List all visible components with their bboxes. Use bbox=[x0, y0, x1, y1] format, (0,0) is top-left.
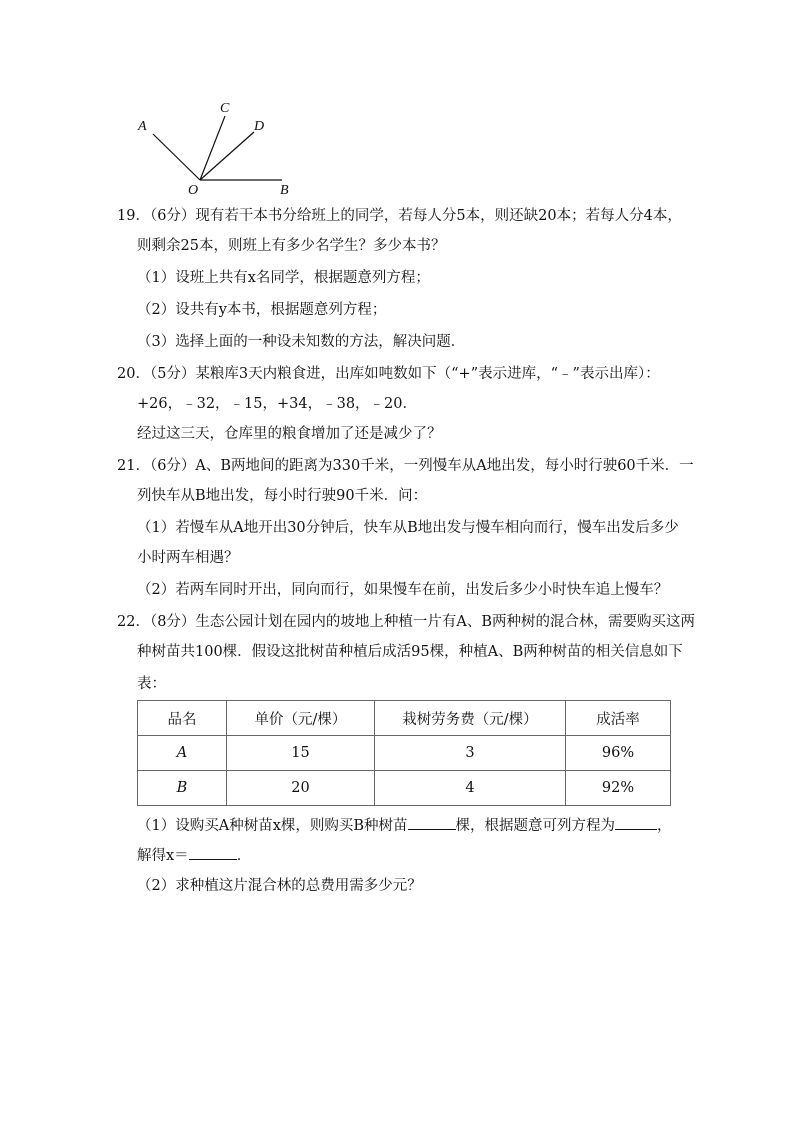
q22-part1-text-b: 棵，根据题意可列方程为 bbox=[455, 818, 616, 834]
label-a: A bbox=[138, 119, 147, 134]
q19-line2: 则剩余25本，则班上有多少名学生？多少本书？ bbox=[137, 238, 446, 254]
ray-od bbox=[200, 132, 254, 180]
angle-figure bbox=[130, 96, 310, 198]
table-cell: 4 bbox=[375, 771, 566, 806]
label-o: O bbox=[188, 183, 199, 198]
q22-part1 bbox=[137, 814, 672, 836]
q20-line2: +26，﹣32，﹣15，+34，﹣38，﹣20． bbox=[137, 396, 418, 412]
table-header-cell: 成活率 bbox=[566, 701, 671, 736]
answer-blank-x[interactable] bbox=[189, 844, 237, 860]
q19-part1: （1）设班上共有x名同学，根据题意列方程； bbox=[137, 270, 430, 286]
q21-line1: 21．（6分）A、B两地间的距离为330千米，一列慢车从A地出发，每小时行驶60千米．一 bbox=[117, 458, 694, 474]
table-row bbox=[138, 736, 671, 771]
q19-part3: （3）选择上面的一种设未知数的方法，解决问题． bbox=[137, 334, 466, 350]
q22-part2: （2）求种植这片混合林的总费用需多少元？ bbox=[137, 878, 422, 894]
table-header-cell: 品名 bbox=[138, 701, 227, 736]
q22-part1-text-e: ． bbox=[236, 848, 252, 864]
table-cell: 92% bbox=[566, 771, 671, 806]
table-row bbox=[138, 771, 671, 806]
table-cell: 96% bbox=[566, 736, 671, 771]
q22-part1-text-a: （1）设购买A种树苗x棵，则购买B种树苗 bbox=[137, 818, 408, 834]
table-header-row bbox=[138, 701, 671, 736]
q22-part1-text-d: 解得x＝ bbox=[137, 848, 189, 864]
q22-part1-text-c: ， bbox=[657, 818, 672, 834]
q20-line1: 20．（5分）某粮库3天内粮食进，出库如吨数如下（“+”表示进库，“﹣”表示出库）： bbox=[117, 366, 660, 382]
label-d: D bbox=[254, 119, 265, 134]
ray-oc bbox=[200, 116, 225, 180]
table-cell: 15 bbox=[227, 736, 375, 771]
label-b: B bbox=[280, 183, 289, 198]
answer-blank-equation[interactable] bbox=[615, 814, 657, 830]
table-header-cell: 单价（元/棵） bbox=[227, 701, 375, 736]
q21-part1b: 小时两车相遇？ bbox=[137, 550, 239, 566]
q22-line2: 种树苗共100棵．假设这批树苗种植后成活95棵，种植A、B两种树苗的相关信息如下 bbox=[137, 644, 683, 660]
q19-part2: （2）设共有y本书，根据题意列方程； bbox=[137, 302, 387, 318]
tree-info-table bbox=[137, 700, 671, 806]
q21-line2: 列快车从B地出发，每小时行驶90千米．问： bbox=[137, 488, 428, 504]
answer-blank-b-count[interactable] bbox=[408, 814, 456, 830]
q22-line3: 表： bbox=[137, 676, 166, 692]
label-c: C bbox=[220, 101, 230, 116]
q19-line1: 19．（6分）现有若干本书分给班上的同学，若每人分5本，则还缺20本；若每人分4本， bbox=[117, 208, 682, 224]
table-cell: B bbox=[138, 771, 227, 806]
q20-line3: 经过这三天，仓库里的粮食增加了还是减少了？ bbox=[137, 426, 442, 442]
q22-part1-cont bbox=[137, 844, 251, 866]
ray-oa bbox=[153, 134, 200, 180]
table-cell: 20 bbox=[227, 771, 375, 806]
q21-part2: （2）若两车同时开出，同向而行，如果慢车在前，出发后多少小时快车追上慢车？ bbox=[137, 582, 669, 598]
table-cell: A bbox=[138, 736, 227, 771]
q22-line1: 22．（8分）生态公园计划在园内的坡地上种植一片有A、B两种树的混合林，需要购买这两 bbox=[117, 614, 696, 630]
table-header-cell: 栽树劳务费（元/棵） bbox=[375, 701, 566, 736]
q21-part1a: （1）若慢车从A地开出30分钟后，快车从B地出发与慢车相向而行，慢车出发后多少 bbox=[137, 520, 679, 536]
table-cell: 3 bbox=[375, 736, 566, 771]
